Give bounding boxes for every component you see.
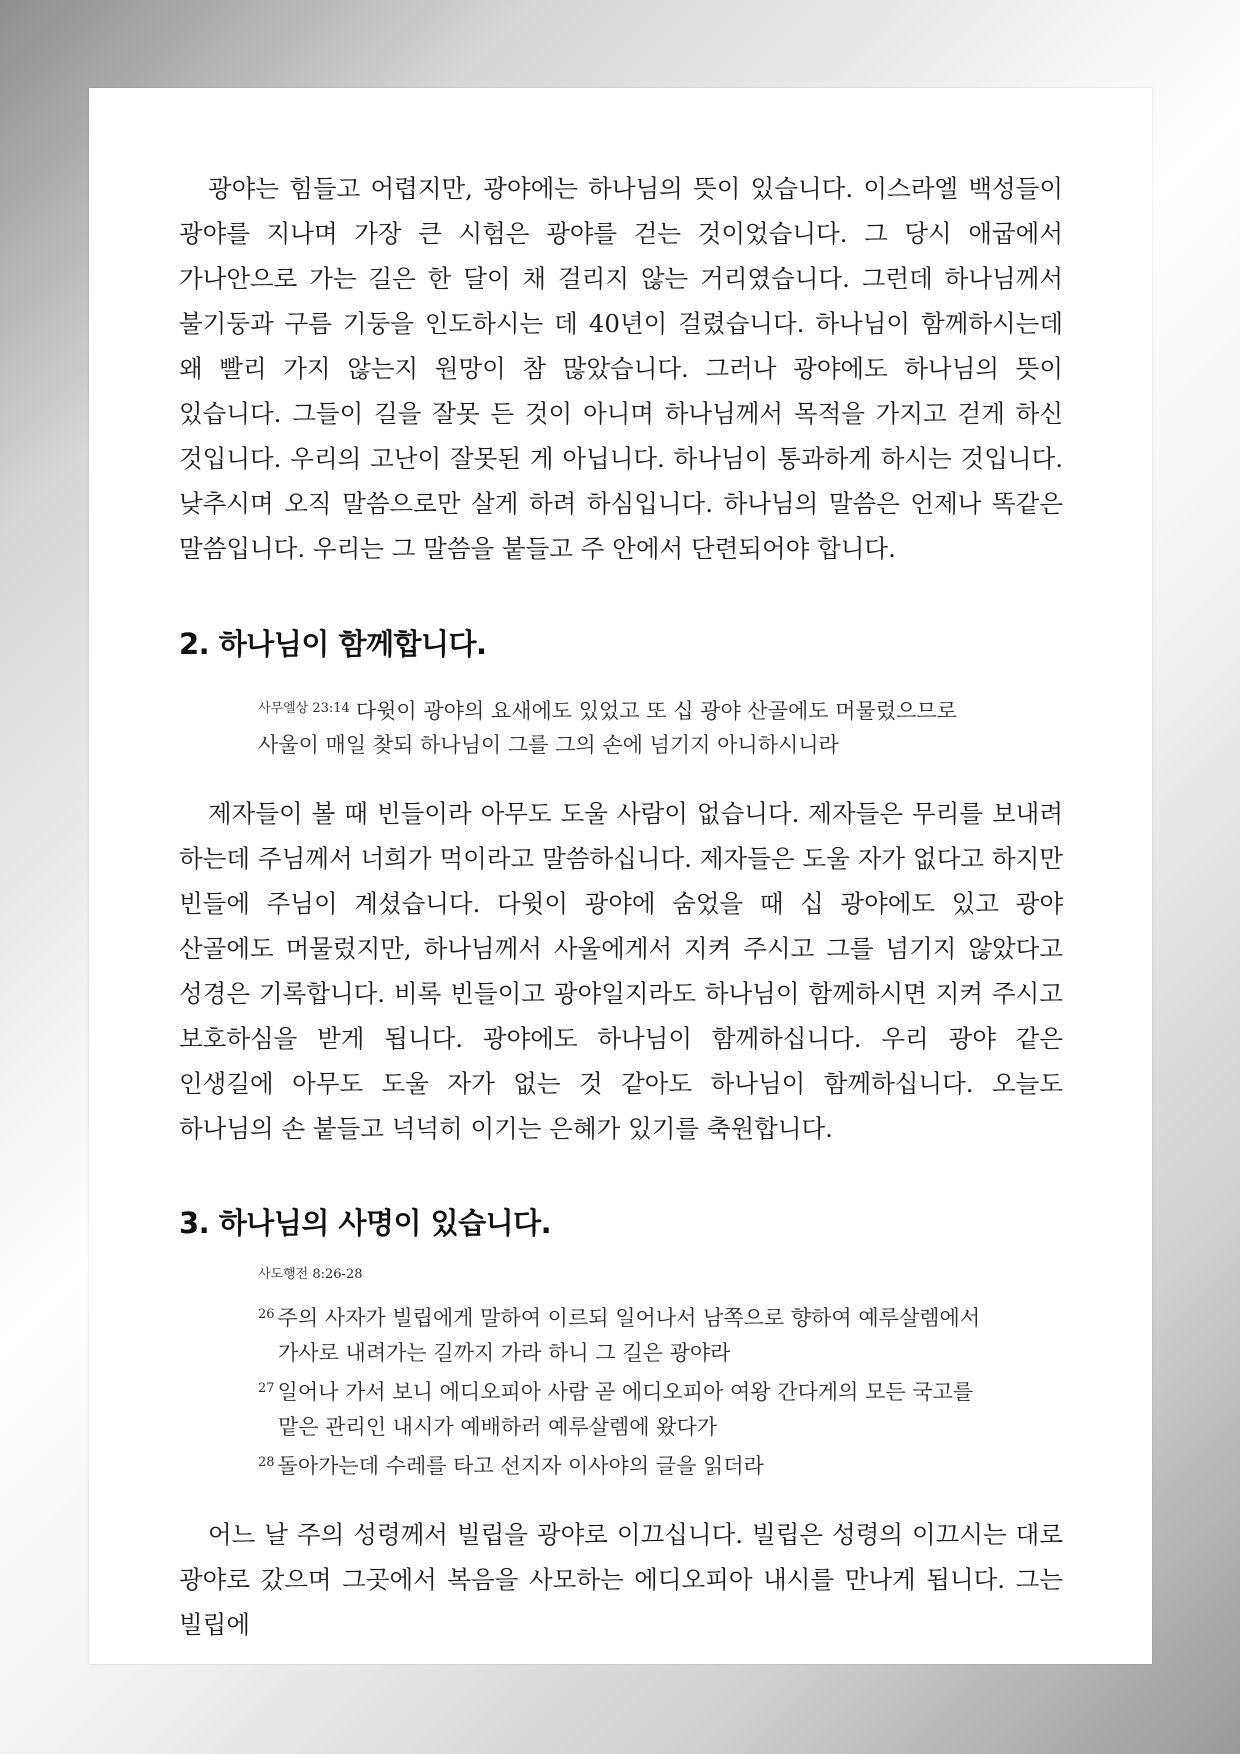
scripture-reference-acts: 사도행전 8:26-28	[258, 1267, 363, 1282]
page-content	[179, 166, 1063, 1647]
verse-text: 주의 사자가 빌립에게 말하여 이르되 일어나서 남쪽으로 향하여 예루살렘에서 가사로 내려가는 길까지 가라 하니 그 길은 광야라	[277, 1306, 981, 1365]
scripture-verse	[258, 1297, 1008, 1371]
scripture-verse	[258, 1445, 1008, 1484]
verse-number: 26	[258, 1307, 275, 1322]
verse-number: 28	[258, 1455, 275, 1470]
document-page	[89, 88, 1152, 1664]
section-heading-3: 3. 하나님의 사명이 있습니다.	[179, 1206, 552, 1240]
verse-number: 27	[258, 1381, 275, 1396]
scripture-text: 다윗이 광야의 요새에도 있었고 또 십 광야 산골에도 머물렀으므로 사울이 매일 찾되 하나님이 그를 그의 손에 넘기지 아니하시니라	[258, 699, 957, 757]
scripture-verse	[258, 1371, 1008, 1445]
verse-text: 돌아가는데 수레를 타고 선지자 이사야의 글을 읽더라	[277, 1454, 764, 1478]
scripture-reference: 사무엘상 23:14	[258, 701, 350, 716]
paragraph-section-3: 어느 날 주의 성령께서 빌립을 광야로 이끄십니다. 빌립은 성령의 이끄시는 대로 광야로 갔으며 그곳에서 복음을 사모하는 에디오피아 내시를 만나게 됩니다. 그는 빌립에	[179, 1520, 1063, 1639]
paragraph-section-2: 제자들이 볼 때 빈들이라 아무도 도울 사람이 없습니다. 제자들은 무리를 보내려 하는데 주님께서 너희가 먹이라고 말씀하십니다. 제자들은 도울 자가 없다고 하지만 빈들에 주님이 계셨습니다. 다윗이 광야에 숨었을 때 십 광야에도 있고 광야 산골에도 머물렀지만, 하나님께서 사울에게서 지켜 주시고 그를 넘기지 않았다고 성경은 기록합니다. 비록 빈들이고 광야일지라도 하나님이 함께하시면 지켜 주시고 보호하심을 받게 됩니다. 광야에도 하나님이 함께하십니다. 우리 광야 같은 인생길에 아무도 도울 자가 없는 것 같아도 하나님이 함께하십니다. 오늘도 하나님의 손 붙들고 넉넉히 이기는 은혜가 있기를 축원합니다.	[179, 799, 1063, 1143]
scripture-quote-1-samuel	[258, 692, 988, 762]
verse-text: 일어나 가서 보니 에디오피아 사람 곧 에디오피아 여왕 간다게의 모든 국고를 맡은 관리인 내시가 예배하러 예루살렘에 왔다가	[277, 1380, 974, 1439]
paragraph-intro: 광야는 힘들고 어렵지만, 광야에는 하나님의 뜻이 있습니다. 이스라엘 백성들이 광야를 지나며 가장 큰 시험은 광야를 걷는 것이었습니다. 그 당시 애굽에서 가나안으로 가는 길은 한 달이 채 걸리지 않는 거리였습니다. 그런데 하나님께서 불기둥과 구름 기둥을 인도하시는 데 40년이 걸렸습니다. 하나님이 함께하시는데 왜 빨리 가지 않는지 원망이 참 많았습니다. 그러나 광야에도 하나님의 뜻이 있습니다. 그들이 길을 잘못 든 것이 아니며 하나님께서 목적을 가지고 걷게 하신 것입니다. 우리의 고난이 잘못된 게 아닙니다. 하나님이 통과하게 하시는 것입니다. 낮추시며 오직 말씀으로만 살게 하려 하심입니다. 하나님의 말씀은 언제나 똑같은 말씀입니다. 우리는 그 말씀을 붙들고 주 안에서 단련되어야 합니다.	[179, 174, 1063, 563]
section-heading-2: 2. 하나님이 함께합니다.	[179, 627, 487, 661]
